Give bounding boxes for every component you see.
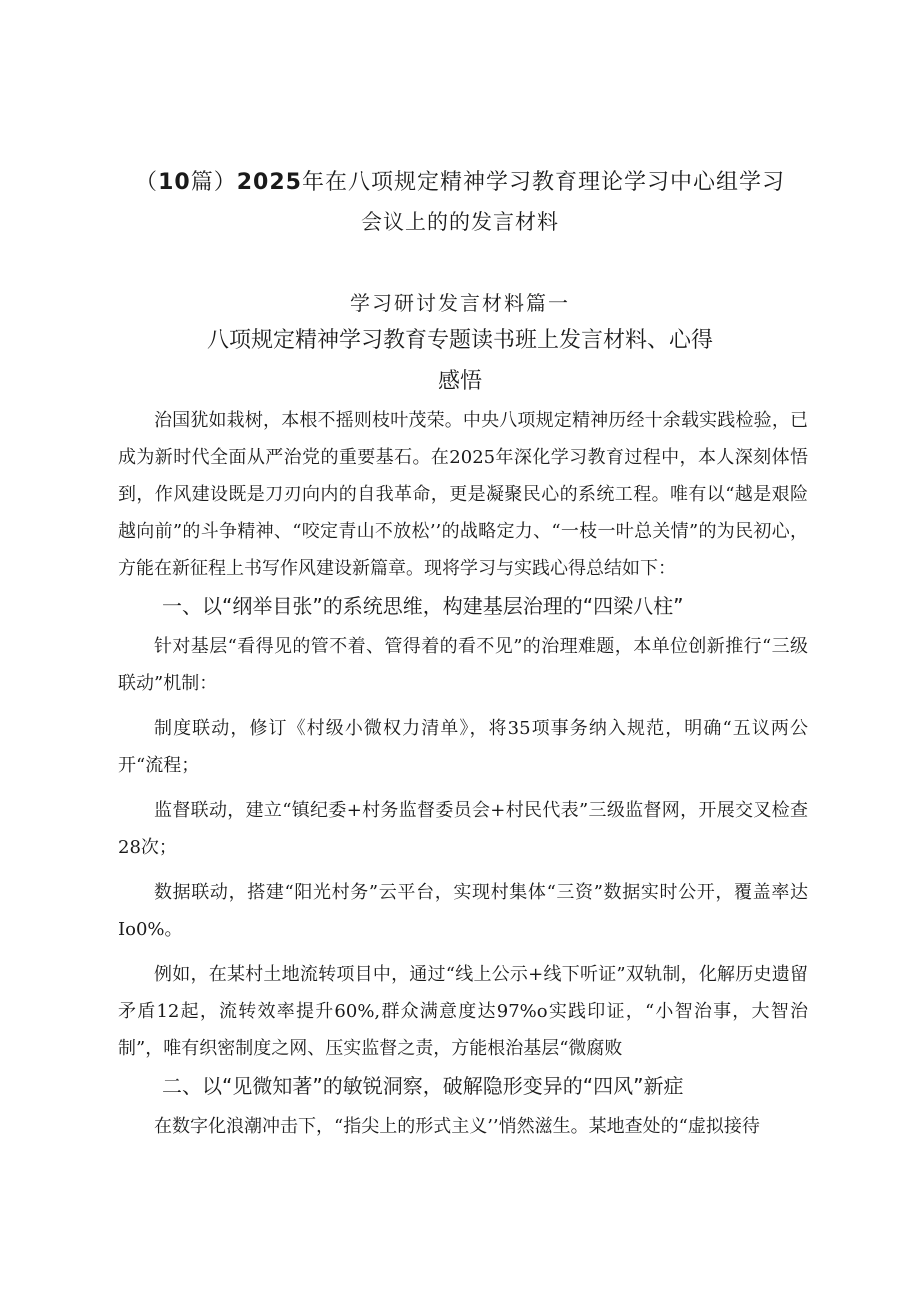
paragraph-system-linkage: 制度联动，修订《村级小微权力清单》，将35项事务纳入规范，明确“五议两公开“流程； bbox=[118, 718, 808, 776]
intro-paragraph: 治国犹如栽树，本根不摇则枝叶茂荣。中央八项规定精神历经十余载实践检验，已成为新时代全面从严治党的重要基石。在2025年深化学习教育过程中，本人深刻体悟到，作风建设既是刀刃向内的自我革命，更是凝聚民心的系统工程。唯有以“越是艰险越向前”的斗争精神、“咬定青山不放松’’的战略定力、“一枝一叶总关情”的为民初心，方能在新征程上书写作风建设新篇章。现将学习与实践心得总结如下： bbox=[118, 410, 808, 579]
title-count: 10 bbox=[158, 170, 191, 195]
document-title-line-1 bbox=[0, 168, 920, 198]
title-year: 2025 bbox=[236, 170, 302, 195]
article-body bbox=[118, 402, 808, 1145]
article-title-line-1: 八项规定精神学习教育专题读书班上发言材料、心得 bbox=[206, 328, 713, 353]
paragraph-supervision-linkage: 监督联动，建立“镇纪委+村务监督委员会+村民代表”三级监督网，开展交叉检查28次； bbox=[118, 800, 808, 858]
paragraph-linkage-intro: 针对基层“看得见的管不着、管得着的看不见”的治理难题，本单位创新推行“三级联动”机制： bbox=[118, 636, 808, 694]
article-title-line-2: 感悟 bbox=[437, 369, 482, 394]
article-subtitle: 学习研讨发言材料篇一 bbox=[350, 291, 570, 315]
document-title-line-2: 会议上的的发言材料 bbox=[361, 210, 559, 234]
paragraph-data-linkage: 数据联动，搭建“阳光村务”云平台，实现村集体“三资”数据实时公开，覆盖率达Io0%。 bbox=[118, 882, 808, 940]
section-heading-1: 一、以“纲举目张”的系统思维，构建基层治理的“四梁八柱” bbox=[162, 594, 684, 618]
section-heading-2: 二、以“见微知著”的敏锐洞察，破解隐形变异的“四风”新症 bbox=[162, 1074, 684, 1098]
paragraph-example: 例如，在某村土地流转项目中，通过“线上公示+线下听证”双轨制，化解历史遗留矛盾12起，流转效率提升60%,群众满意度达97%o实践印证，“小智治事，大智治制”，唯有织密制度之网、压实监督之责，方能根治基层“微腐败 bbox=[118, 964, 808, 1059]
title-bracket-open: （ bbox=[135, 170, 159, 195]
paragraph-digital: 在数字化浪潮冲击下，“指尖上的形式主义’’悄然滋生。某地查处的“虚拟接待 bbox=[154, 1116, 760, 1137]
title-rest: 年在八项规定精神学习教育理论学习中心组学习 bbox=[301, 170, 785, 195]
title-count-suffix: 篇） bbox=[190, 170, 237, 195]
